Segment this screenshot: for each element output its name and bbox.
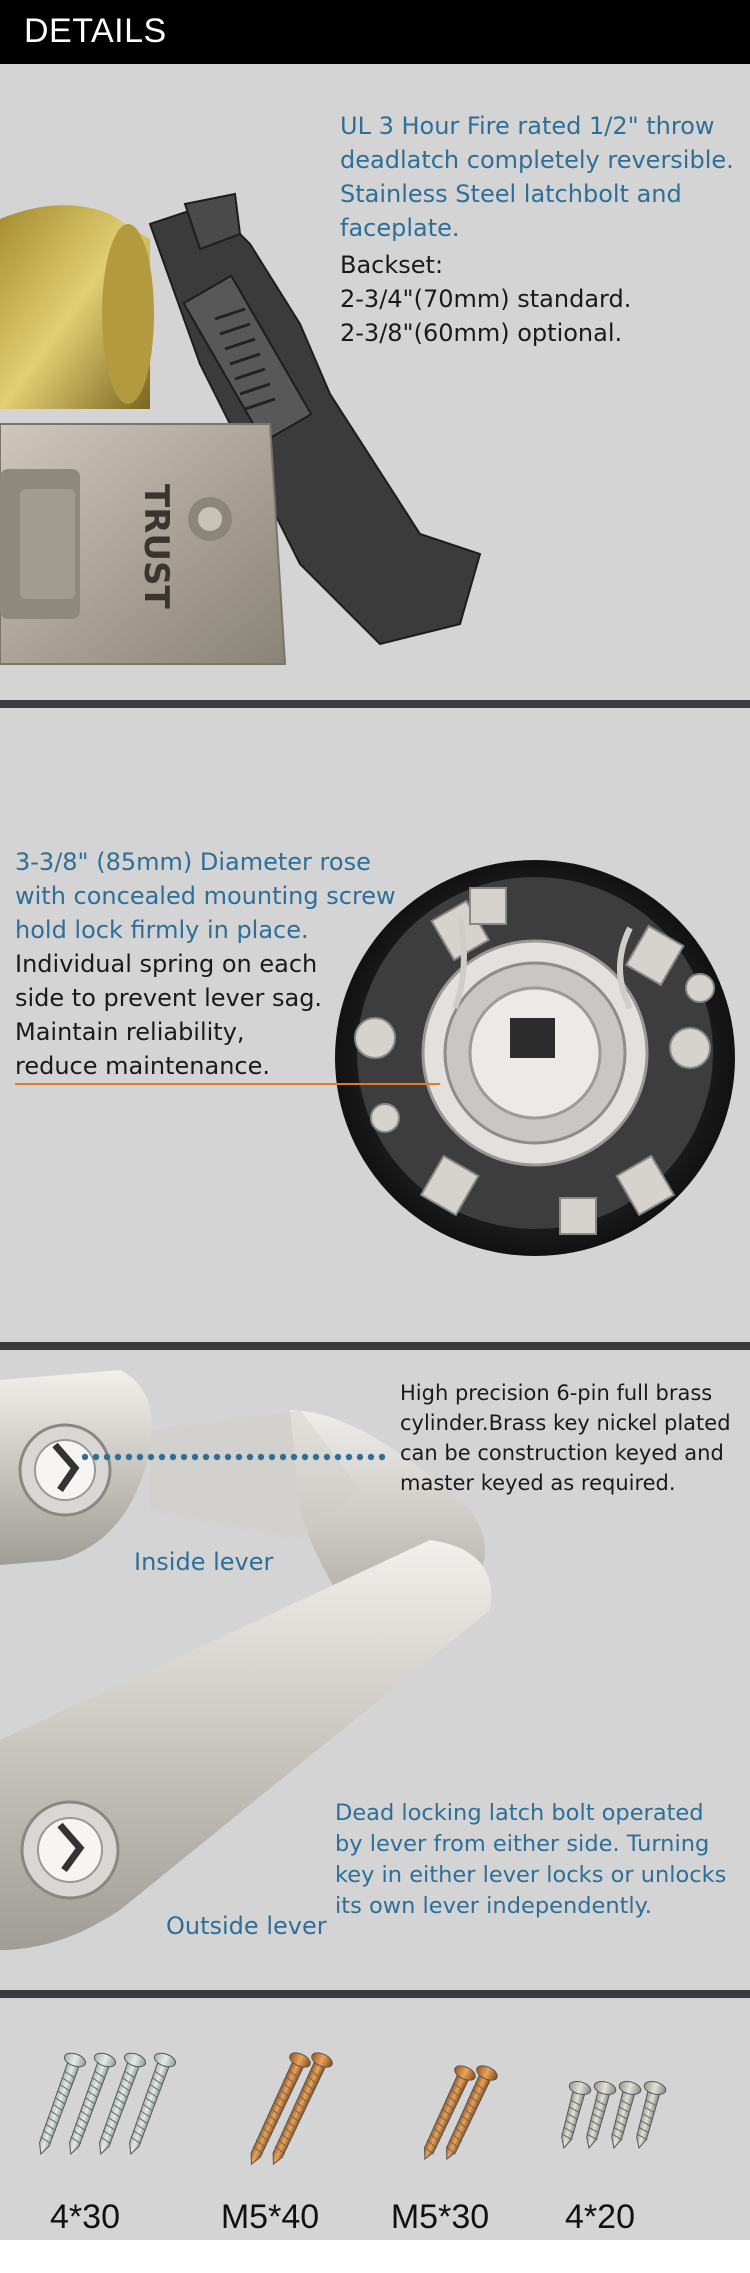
pointer-dot <box>302 1454 308 1460</box>
faceplate-logo: TRUST <box>136 484 176 609</box>
screws-image <box>0 1998 750 2198</box>
latch-bolt-description: Dead locking latch bolt operated by lever from either side. Turning key in either lever locks or unlocks its own lever independently. <box>335 1800 727 1919</box>
pointer-dot <box>357 1454 363 1460</box>
screw-size-label: M5*30 <box>390 2198 490 2236</box>
pointer-dot <box>368 1454 374 1460</box>
latch-section <box>0 64 750 700</box>
pointer-dot <box>379 1454 385 1460</box>
brass-machine-screws-icon <box>415 2063 500 2164</box>
screw-size-label: 4*30 <box>50 2198 120 2236</box>
latch-description: UL 3 Hour Fire rated 1/2" throw deadlatch completely reversible. Stainless Steel latchbolt and faceplate. <box>340 112 734 242</box>
pointer-dot <box>313 1454 319 1460</box>
pointer-dot <box>291 1454 297 1460</box>
pointer-dot <box>115 1454 121 1460</box>
pointer-dot <box>346 1454 352 1460</box>
lever-section <box>0 1350 750 1990</box>
pointer-dot <box>159 1454 165 1460</box>
pointer-dot <box>324 1454 330 1460</box>
rose-section <box>0 708 750 1342</box>
short-screws-icon <box>553 2079 667 2150</box>
section-divider <box>0 700 750 708</box>
screw-size-label: 4*20 <box>565 2198 635 2236</box>
pointer-dot <box>280 1454 286 1460</box>
footer-strip <box>0 2240 750 2273</box>
pointer-dot <box>148 1454 154 1460</box>
outside-lever-label: Outside lever <box>166 1912 327 1940</box>
inside-lever-label: Inside lever <box>134 1548 274 1576</box>
spring-description: Individual spring on each side to prevent lever sag. Maintain reliability, reduce maintenance. <box>15 950 323 1080</box>
pointer-dot <box>225 1454 231 1460</box>
pointer-dot <box>203 1454 209 1460</box>
pointer-dot <box>181 1454 187 1460</box>
pointer-dot <box>214 1454 220 1460</box>
pointer-dot <box>335 1454 341 1460</box>
pointer-dot <box>82 1454 88 1460</box>
rose-description: 3-3/8" (85mm) Diameter rose with concealed mounting screw hold lock firmly in place. <box>15 848 396 944</box>
page-header <box>0 0 750 64</box>
cylinder-description: High precision 6-pin full brass cylinder.Brass key nickel plated can be construction keyed and master keyed as required. <box>400 1381 731 1495</box>
pointer-dot <box>192 1454 198 1460</box>
page-title: DETAILS <box>24 12 167 50</box>
pointer-dot <box>93 1454 99 1460</box>
backset-info: Backset: 2-3/4"(70mm) standard. 2-3/8"(60mm) optional. <box>340 251 632 347</box>
screw-size-label: M5*40 <box>220 2198 320 2236</box>
pointer-dot <box>236 1454 242 1460</box>
brass-machine-screws-icon <box>241 2050 334 2169</box>
pointer-dot <box>247 1454 253 1460</box>
pointer-dot <box>104 1454 110 1460</box>
screws-section <box>0 1998 750 2240</box>
self-drilling-screws-icon <box>30 2051 177 2158</box>
pointer-dot <box>258 1454 264 1460</box>
pointer-dot <box>170 1454 176 1460</box>
screw <box>553 2079 592 2150</box>
pointer-dot <box>137 1454 143 1460</box>
pointer-dot <box>126 1454 132 1460</box>
section-divider <box>0 1342 750 1350</box>
pointer-dot <box>269 1454 275 1460</box>
section-divider <box>0 1990 750 1998</box>
